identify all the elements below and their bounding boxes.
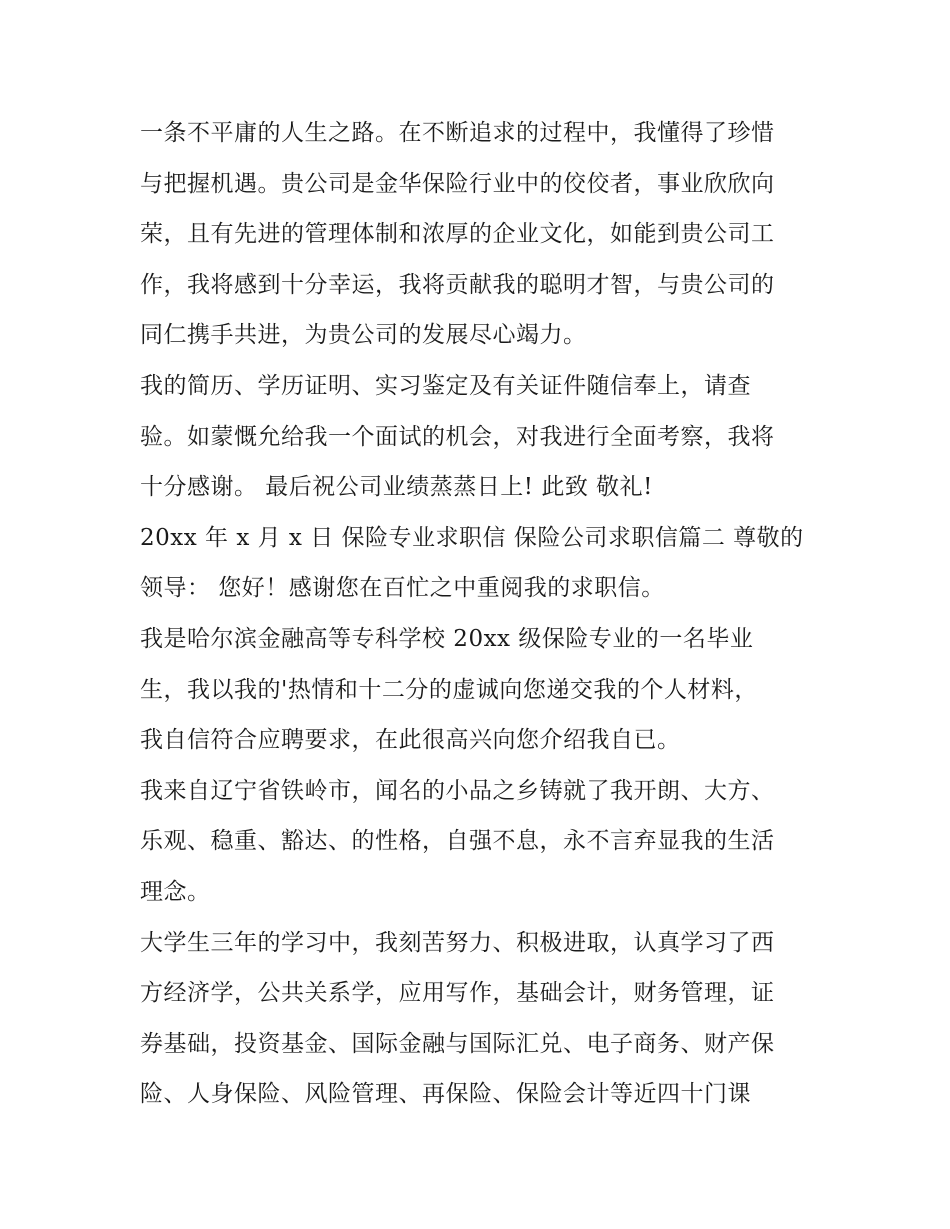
text-line: 领导： 您好！感谢您在百忙之中重阅我的求职信。 <box>140 575 665 602</box>
text-line: 与把握机遇。贵公司是金华保险行业中的佼佼者，事业欣欣向 <box>140 170 775 197</box>
text-line: 同仁携手共进，为贵公司的发展尽心竭力。 <box>140 322 587 349</box>
text-line: 20xx 年 x 月 x 日 保险专业求职信 保险公司求职信篇二 尊敬的 <box>140 524 804 551</box>
text-line: 一条不平庸的人生之路。在不断追求的过程中，我懂得了珍惜 <box>140 120 775 146</box>
text-line: 券基础，投资基金、国际金融与国际汇兑、电子商务、财产保 <box>140 1030 775 1057</box>
text-line: 生，我以我的'热情和十二分的虚诚向您递交我的个人材料， <box>140 676 758 703</box>
text-line: 我是哈尔滨金融高等专科学校 20xx 级保险专业的一名毕业 <box>140 625 754 652</box>
text-line: 我自信符合应聘要求，在此很高兴向您介绍我自已。 <box>140 727 681 754</box>
text-line: 作，我将感到十分幸运，我将贡献我的聪明才智，与贵公司的 <box>140 271 775 298</box>
text-line: 险、人身保险、风险管理、再保险、保险会计等近四十门课 <box>140 1081 751 1108</box>
text-line: 我来自辽宁省铁岭市，闻名的小品之乡铸就了我开朗、大方、 <box>140 777 775 804</box>
text-line: 验。如蒙慨允给我一个面试的机会，对我进行全面考察，我将 <box>140 423 775 450</box>
letter-body-text <box>140 108 830 1120</box>
text-line: 乐观、稳重、豁达、的性格，自强不息，永不言弃显我的生活 <box>140 828 775 855</box>
text-line: 十分感谢。 最后祝公司业绩蒸蒸日上! 此致 敬礼! <box>140 474 653 501</box>
text-line: 我的简历、学历证明、实习鉴定及有关证件随信奉上，请查 <box>140 372 751 399</box>
text-line: 大学生三年的学习中，我刻苦努力、积极进取，认真学习了西 <box>140 929 775 956</box>
text-line: 方经济学，公共关系学，应用写作，基础会计，财务管理，证 <box>140 980 775 1007</box>
text-line: 理念。 <box>140 878 211 905</box>
text-line: 荣，且有先进的管理体制和浓厚的企业文化，如能到贵公司工 <box>140 221 775 248</box>
